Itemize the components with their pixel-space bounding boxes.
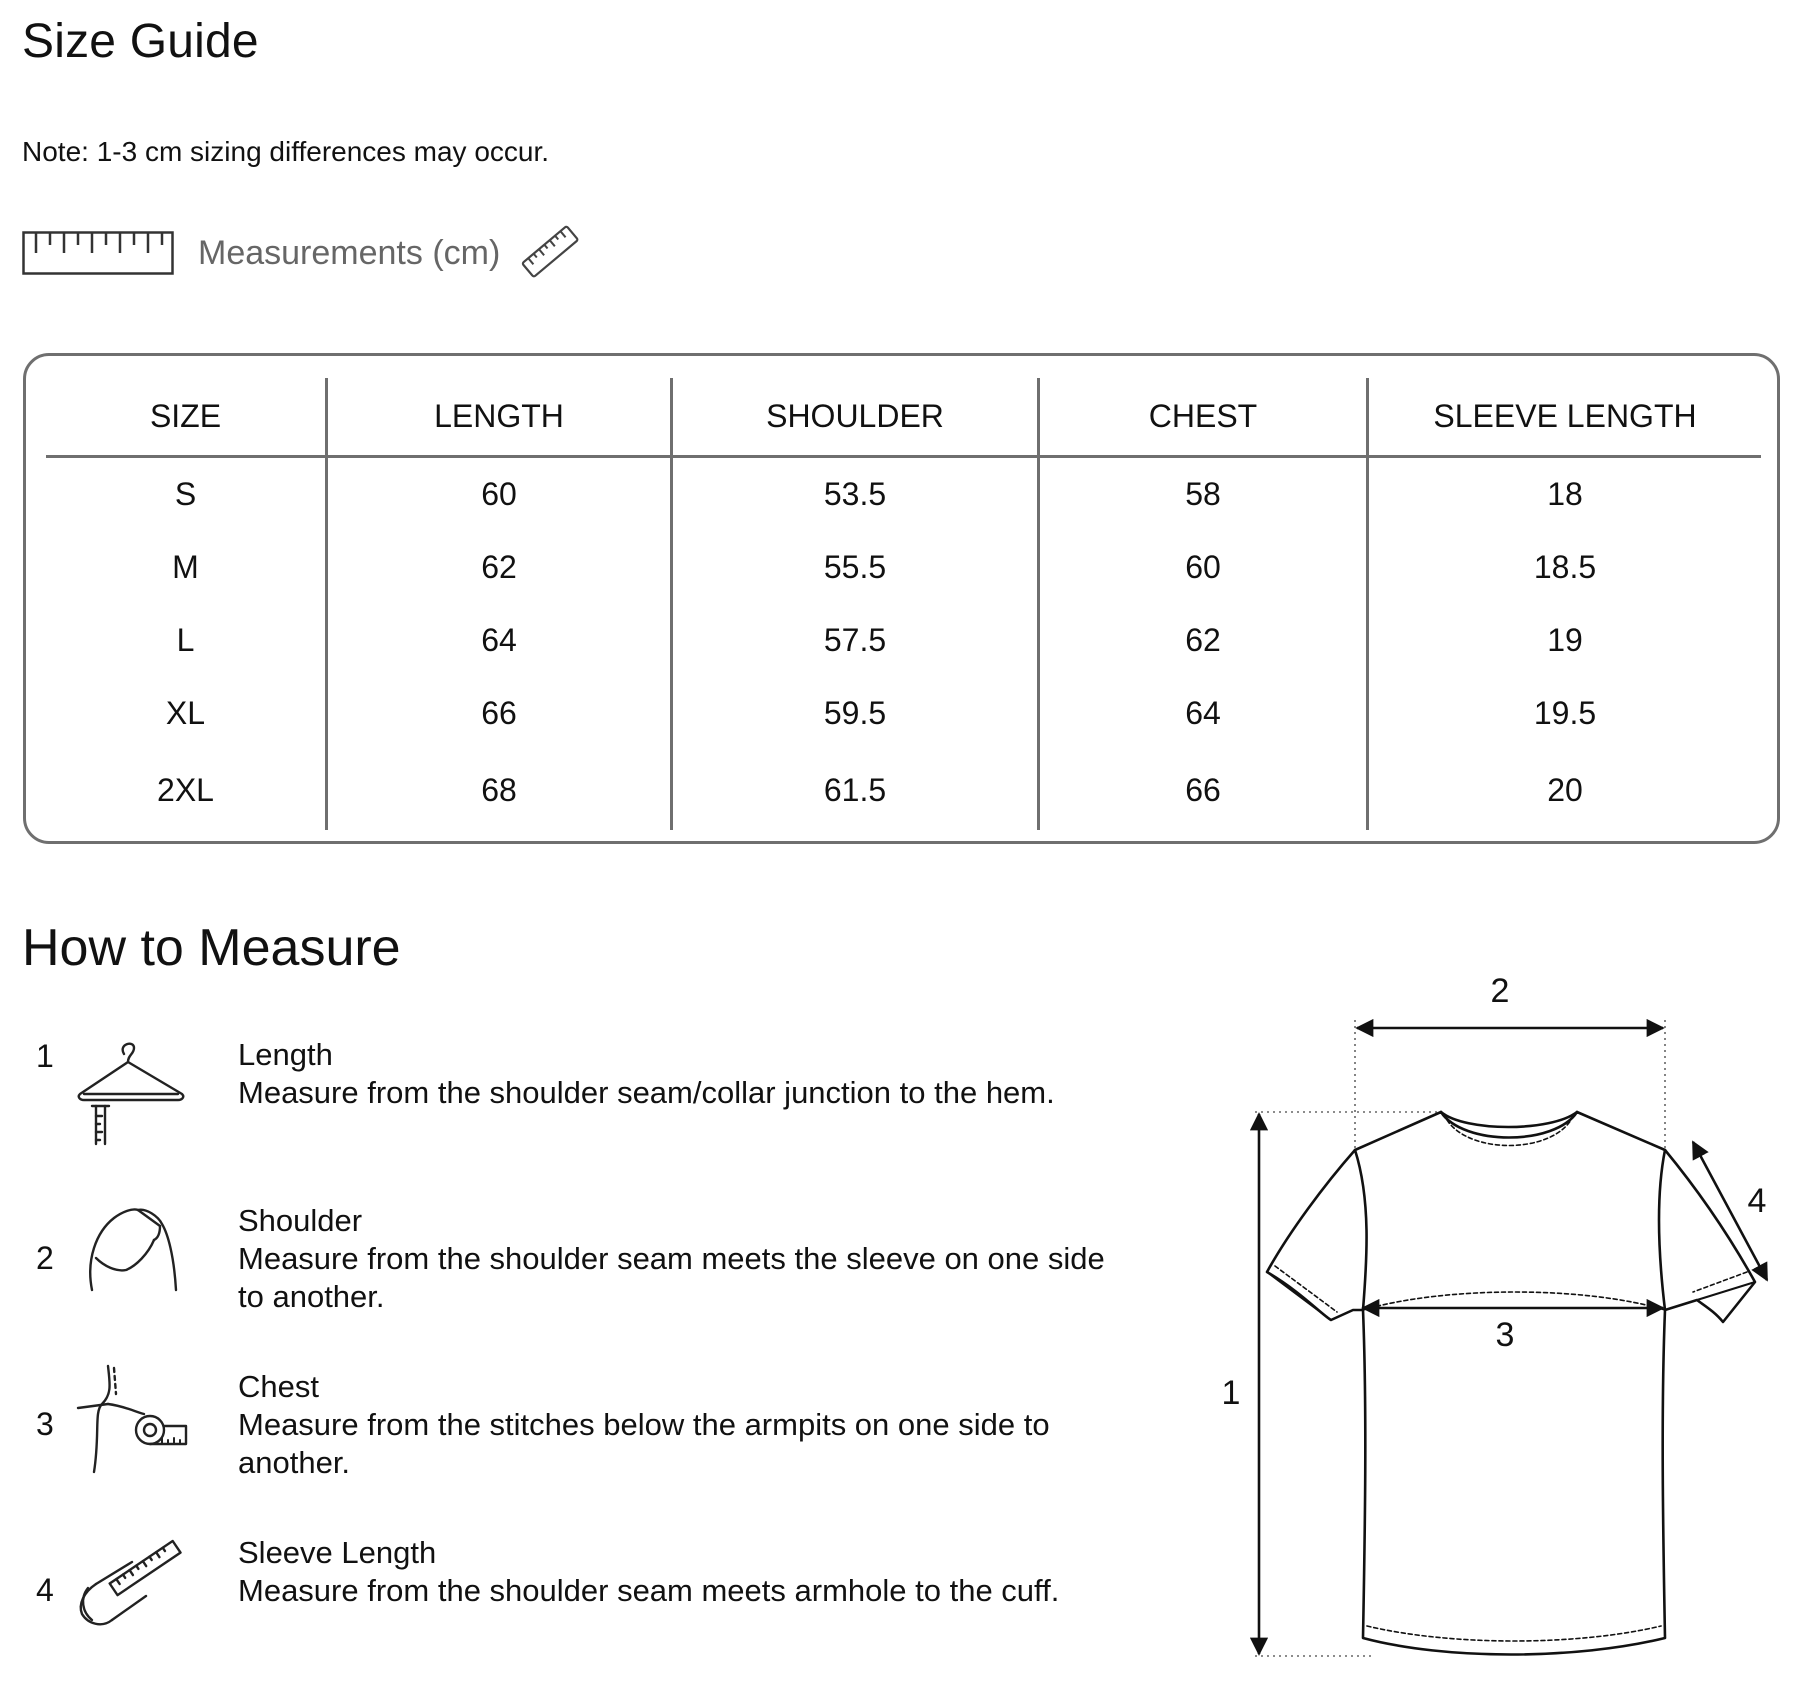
size-table [46,378,1761,830]
cell-size: S [174,476,197,512]
cell-sleeve-length: 19.5 [1368,677,1762,750]
cell-size: XL [165,695,206,731]
step-description: Measure from the shoulder seam meets the sleeve on one side to another. [238,1241,1105,1314]
step-description: Measure from the shoulder seam/collar junction to the hem. [238,1075,1055,1110]
diagram-label-length: 1 [1221,1374,1241,1412]
page-title: Size Guide [22,15,259,68]
chest-tape-icon [74,1364,192,1474]
col-header-sleeve-length: SLEEVE LENGTH [1368,378,1762,457]
table-row [46,750,1761,830]
step-number: 1 [36,1038,54,1074]
cell-chest: 58 [1039,457,1368,532]
col-header-shoulder: SHOULDER [672,378,1039,457]
cell-size: M [172,549,199,585]
table-row [46,531,1761,604]
step-number: 2 [36,1240,54,1276]
shoulder-icon [74,1200,184,1294]
cell-sleeve-length: 18 [1368,457,1762,532]
sizing-note: Note: 1-3 cm sizing differences may occur. [22,136,550,167]
cell-chest: 66 [1039,750,1368,830]
tshirt-measurement-diagram [1215,970,1795,1670]
sleeve-ruler-icon [74,1530,184,1630]
cell-sleeve-length: 19 [1368,604,1762,677]
step-shoulder [22,1202,1122,1342]
cell-shoulder: 53.5 [672,457,1039,532]
cell-shoulder: 61.5 [672,750,1039,830]
diagram-label-chest: 3 [1495,1316,1515,1354]
col-header-size: SIZE [46,378,327,457]
step-number: 3 [36,1406,54,1442]
diagram-label-sleeve: 4 [1747,1182,1767,1220]
cell-chest: 62 [1039,604,1368,677]
step-title: Sleeve Length [238,1535,437,1570]
step-length [22,1036,1122,1176]
table-row [46,457,1761,532]
step-title: Chest [238,1369,319,1404]
cell-sleeve-length: 20 [1368,750,1762,830]
cell-length: 68 [327,750,672,830]
cell-size: 2XL [157,771,214,808]
step-description: Measure from the stitches below the armpits on one side to another. [238,1407,1050,1480]
cell-shoulder: 59.5 [672,677,1039,750]
step-title: Length [238,1037,333,1072]
cell-sleeve-length: 18.5 [1368,531,1762,604]
cell-length: 62 [327,531,672,604]
cell-size: L [176,622,195,658]
step-sleeve-length [22,1534,1122,1674]
measurements-label: Measurements (cm) [198,233,501,272]
table-row [46,604,1761,677]
cell-shoulder: 55.5 [672,531,1039,604]
hanger-icon [74,1036,189,1154]
col-header-length: LENGTH [327,378,672,457]
cell-shoulder: 57.5 [672,604,1039,677]
how-to-measure-heading: How to Measure [22,919,401,977]
measurements-unit-row [22,228,582,278]
cell-length: 64 [327,604,672,677]
step-number: 4 [36,1572,54,1608]
cell-chest: 64 [1039,677,1368,750]
cell-length: 60 [327,457,672,532]
cell-chest: 60 [1039,531,1368,604]
step-title: Shoulder [238,1203,363,1238]
table-row [46,677,1761,750]
diagram-label-shoulder: 2 [1490,972,1510,1010]
step-chest [22,1368,1122,1508]
table-header-row [46,378,1761,457]
col-header-chest: CHEST [1039,378,1368,457]
measuring-tape-icon [518,221,582,285]
step-description: Measure from the shoulder seam meets armhole to the cuff. [238,1573,1060,1608]
ruler-icon [22,231,174,275]
cell-length: 66 [327,677,672,750]
size-table-card [23,353,1780,844]
